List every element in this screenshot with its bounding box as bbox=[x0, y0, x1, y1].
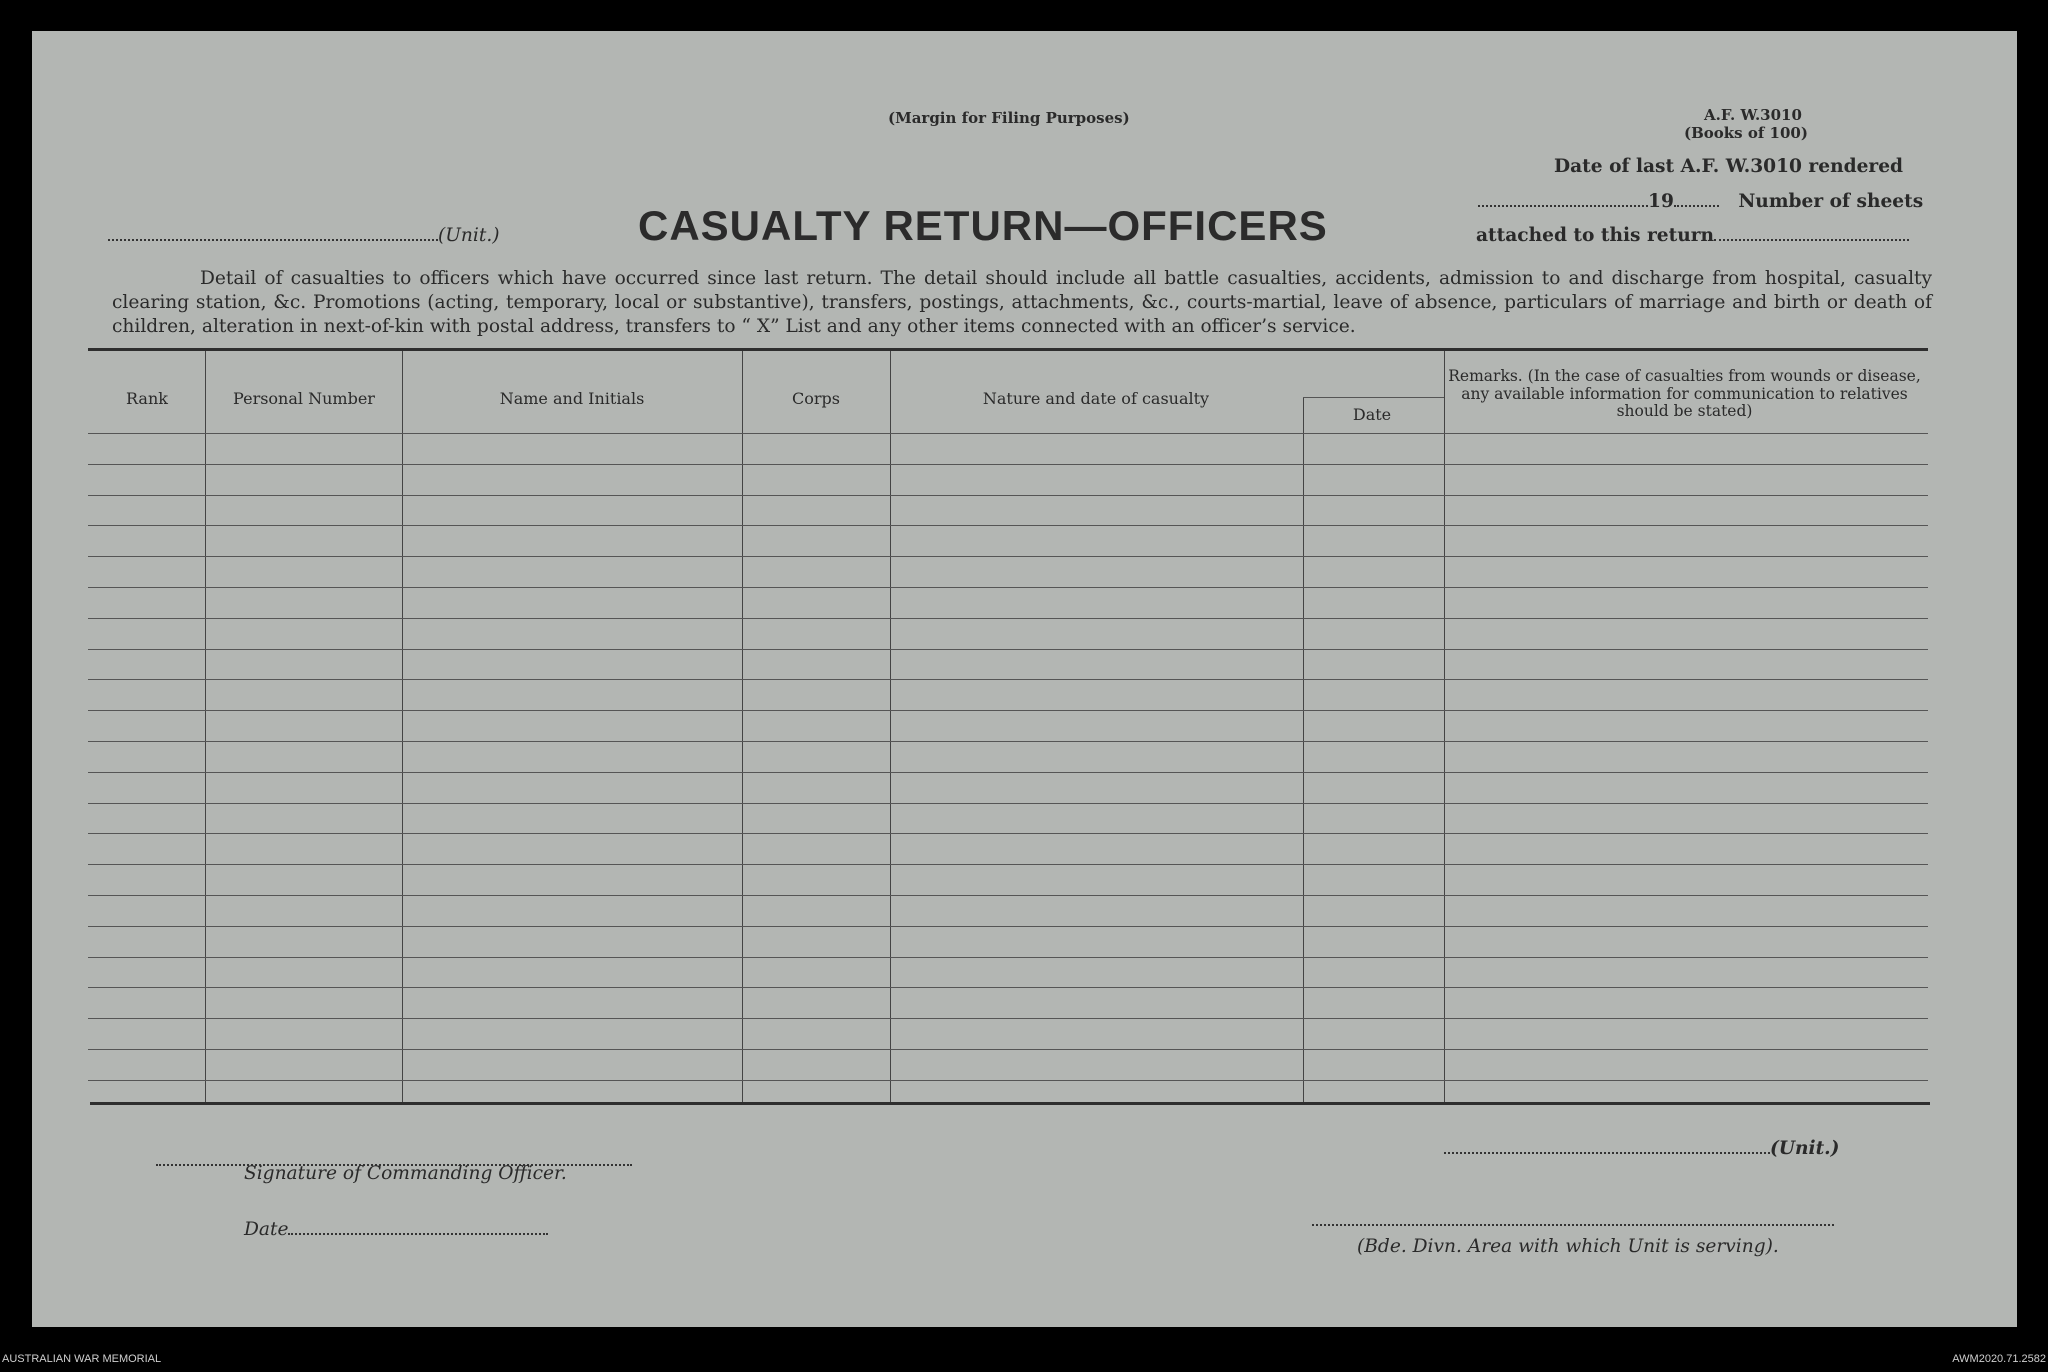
margin-note: (Margin for Filing Purposes) bbox=[888, 109, 1130, 127]
table-row-line bbox=[88, 772, 1928, 773]
table-row-line bbox=[88, 864, 1928, 865]
table-row-line bbox=[88, 618, 1928, 619]
date-last-label: Date of last A.F. W.3010 rendered bbox=[1554, 156, 1904, 177]
form-sheet bbox=[32, 31, 2017, 1327]
bde-line bbox=[1312, 1211, 1834, 1230]
attached-label: attached to this return bbox=[1476, 225, 1715, 246]
table-bottom-rule bbox=[90, 1102, 1930, 1105]
table-row-line bbox=[88, 433, 1928, 434]
date-label: Date bbox=[244, 1219, 289, 1240]
table-row-line bbox=[88, 710, 1928, 711]
table-row-line bbox=[88, 525, 1928, 526]
table-row-line bbox=[88, 741, 1928, 742]
table-row-line bbox=[88, 833, 1928, 834]
unit-label-top: (Unit.) bbox=[438, 225, 500, 246]
date-subheader-rule bbox=[1303, 397, 1444, 398]
footer-left: AUSTRALIAN WAR MEMORIAL bbox=[2, 1353, 162, 1365]
date-line bbox=[244, 1219, 548, 1240]
table-row-line bbox=[88, 679, 1928, 680]
unit-line-top bbox=[108, 225, 499, 246]
signature-label: Signature of Commanding Officer. bbox=[244, 1163, 567, 1184]
col-nature: Nature and date of casualty bbox=[982, 389, 1210, 408]
attached-line bbox=[1476, 225, 1909, 246]
instructions: Detail of casualties to officers which have occurred since last return. The detail should include all battle casualties, accidents, admission to and discharge from hospital, casualty clearing station, &c. Promotions (acting, temporary, local or substantive), transfers, postings, attachments, &c., courts-martial, leave of absence, particulars of marriage and birth or death of children, alteration in next-of-kin with postal address, transfers to “ X” List and any other items connected with an officer’s service. bbox=[112, 268, 1932, 337]
table-row-line bbox=[88, 1049, 1928, 1050]
table-row-line bbox=[88, 803, 1928, 804]
form-title: CASUALTY RETURN—OFFICERS bbox=[638, 202, 1328, 249]
col-personal-number: Personal Number bbox=[233, 389, 375, 408]
year-line bbox=[1478, 191, 1923, 212]
table-row-line bbox=[88, 895, 1928, 896]
footer-right: AWM2020.71.2582 bbox=[1952, 1353, 2046, 1365]
table-row-line bbox=[88, 926, 1928, 927]
table-top-rule bbox=[88, 348, 1928, 351]
table-row-line bbox=[88, 587, 1928, 588]
table-row-line bbox=[88, 464, 1928, 465]
table-row-line bbox=[88, 987, 1928, 988]
col-remarks: Remarks. (In the case of casualties from wounds or disease, any available information for communication to relatives should be stated) bbox=[1448, 367, 1921, 420]
unit-label-bottom: (Unit.) bbox=[1770, 1138, 1840, 1159]
col-corps: Corps bbox=[792, 389, 840, 408]
table-row-line bbox=[88, 495, 1928, 496]
divider-5 bbox=[1303, 398, 1304, 1102]
table-row-line bbox=[88, 1080, 1928, 1081]
table-row-line bbox=[88, 556, 1928, 557]
table-row-line bbox=[88, 957, 1928, 958]
books-note: (Books of 100) bbox=[1684, 124, 1808, 142]
table-row-line bbox=[88, 649, 1928, 650]
bde-label: (Bde. Divn. Area with which Unit is serving). bbox=[1357, 1236, 1779, 1257]
form-number: A.F. W.3010 bbox=[1704, 106, 1802, 124]
unit-line-bottom bbox=[1444, 1138, 1839, 1159]
num-sheets-label: Number of sheets bbox=[1738, 191, 1924, 212]
col-rank: Rank bbox=[126, 389, 168, 408]
col-name: Name and Initials bbox=[499, 389, 645, 408]
col-date: Date bbox=[1352, 405, 1392, 424]
table-row-line bbox=[88, 1018, 1928, 1019]
year-prefix: 19 bbox=[1648, 191, 1674, 212]
